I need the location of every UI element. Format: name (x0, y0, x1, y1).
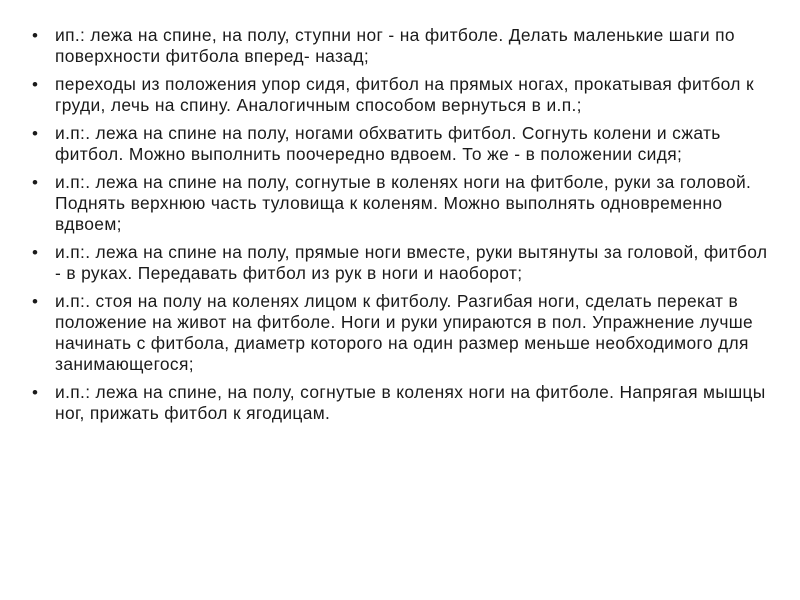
list-item-text: и.п:. лежа на спине на полу, прямые ноги вместе, руки вытянуты за головой, фитбол - в руках. Передавать фитбол из рук в ноги и наоборот; (55, 242, 768, 283)
list-item-text: ип.: лежа на спине, на полу, ступни ног - на фитболе. Делать маленькие шаги по поверхности фитбола вперед- назад; (55, 25, 735, 66)
bullet-icon: • (32, 75, 39, 94)
list-item-text: и.п.: лежа на спине, на полу, согнутые в коленях ноги на фитболе. Напрягая мышцы ног, прижать фитбол к ягодицам. (55, 382, 766, 423)
list-item (32, 25, 772, 67)
bullet-icon: • (32, 124, 39, 143)
list-item (32, 172, 772, 235)
list-item-text: и.п:. лежа на спине на полу, ногами обхватить фитбол. Согнуть колени и сжать фитбол. Можно выполнить поочередно вдвоем. То же - в положении сидя; (55, 123, 721, 164)
list-item-text: переходы из положения упор сидя, фитбол на прямых ногах, прокатывая фитбол к груди, лечь на спину. Аналогичным способом вернуться в и.п.; (55, 74, 754, 115)
list-item (32, 123, 772, 165)
list-item-text: и.п:. стоя на полу на коленях лицом к фитболу. Разгибая ноги, сделать перекат в положение на живот на фитболе. Ноги и руки упираются в пол. Упражнение лучше начинать с фитбола, диаметр которого на один размер меньше необходимого для занимающегося; (55, 291, 754, 374)
list-item-text: и.п:. лежа на спине на полу, согнутые в коленях ноги на фитболе, руки за головой. Поднять верхнюю часть туловища к коленям. Можно выполнять одновременно вдвоем; (55, 172, 752, 234)
bullet-icon: • (32, 383, 39, 402)
list-item (32, 74, 772, 116)
list-item (32, 291, 772, 375)
list-item (32, 382, 772, 424)
list-item (32, 242, 772, 284)
bullet-icon: • (32, 26, 39, 45)
bullet-icon: • (32, 173, 39, 192)
exercise-list (32, 25, 772, 431)
bullet-icon: • (32, 292, 39, 311)
bullet-icon: • (32, 243, 39, 262)
